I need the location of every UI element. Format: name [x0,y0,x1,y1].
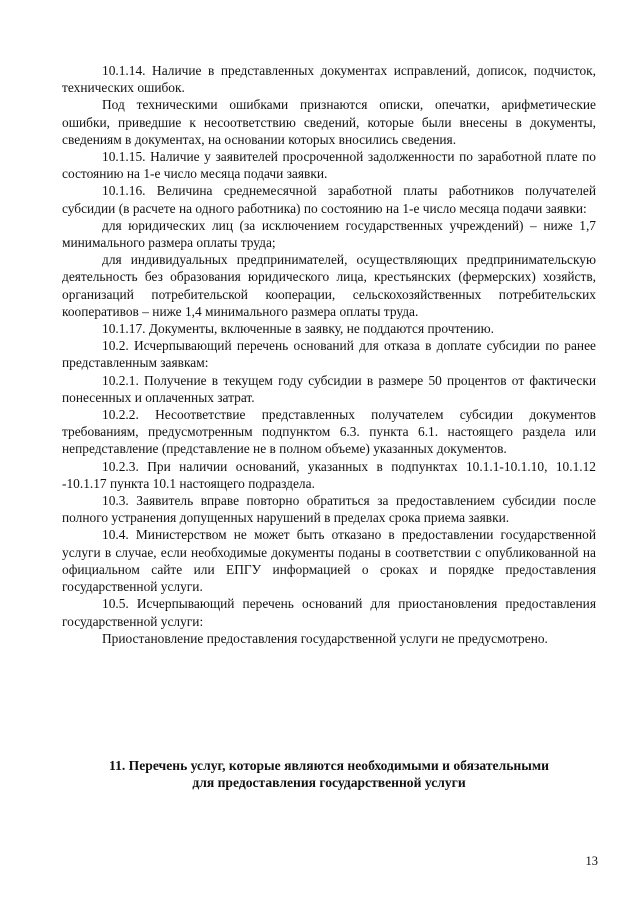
section-heading-line2: для предоставления государственной услуги [192,775,466,791]
paragraph-suspension: Приостановление предоставления государственной услуги не предусмотрено. [102,630,548,646]
page-number: 13 [585,854,598,868]
paragraph-10-2-1: 10.2.1. Получение в текущем году субсидии в размере 50 процентов от фактически понесенных и оплаченных затрат. [62,372,596,405]
document-body [62,62,596,647]
paragraph-10-1-16: 10.1.16. Величина среднемесячной заработной платы работников получателей субсидии (в расчете на одного работника) по состоянию на 1-е число месяца подачи заявки: [62,183,596,216]
section-heading [62,757,596,791]
paragraph-10-3: 10.3. Заявитель вправе повторно обратиться за предоставлением субсидии после полного устранения допущенных нарушений в пределах срока приема заявки. [62,493,596,526]
paragraph-10-2: 10.2. Исчерпывающий перечень оснований для отказа в доплате субсидии по ранее представленным заявкам: [62,338,596,371]
section-heading-line1: 11. Перечень услуг, которые являются необходимыми и обязательными [109,758,549,773]
paragraph-10-1-14: 10.1.14. Наличие в представленных документах исправлений, дописок, подчисток, технических ошибок. [62,63,596,96]
paragraph-10-2-2: 10.2.2. Несоответствие представленных получателем субсидии документов требованиям, предусмотренным подпунктом 6.3. пункта 6.1. настоящего раздела или непредставление (представление не в полном объеме) указанных документов. [62,407,596,457]
paragraph-technical-errors: Под техническими ошибками признаются описки, опечатки, арифметические ошибки, приведшие к несоответствию сведений, которые были внесены в документы, сведениям в документах, на основании которых вносились сведения. [62,97,596,147]
paragraph-legal-entities: для юридических лиц (за исключением государственных учреждений) – ниже 1,7 минимального размера оплаты труда; [62,217,596,251]
paragraph-10-1-17: 10.1.17. Документы, включенные в заявку, не поддаются прочтению. [102,321,494,337]
paragraph-individual-entrepreneurs: для индивидуальных предпринимателей, осуществляющих предпринимательскую деятельность без образования юридического лица, крестьянских (фермерских) хозяйств, организаций потребительской кооперации, сельскохозяйственных потребительских кооперативов – ниже 1,4 минимального размера оплаты труда. [62,252,596,319]
paragraph-10-2-3: 10.2.3. При наличии оснований, указанных в подпунктах 10.1.1-10.1.10, 10.1.12 -10.1.17 пункта 10.1 настоящего подраздела. [62,458,596,491]
paragraph-10-4: 10.4. Министерством не может быть отказано в предоставлении государственной услуги в случае, если необходимые документы поданы в соответствии с опубликованной на официальном сайте или ЕПГУ информацией о сроках и порядке предоставления государственной услуги. [62,527,596,595]
paragraph-10-5: 10.5. Исчерпывающий перечень оснований для приостановления предоставления государственной услуги: [62,596,596,629]
paragraph-10-1-15: 10.1.15. Наличие у заявителей просроченной задолженности по заработной плате по состоянию на 1-е число месяца подачи заявки. [62,149,596,182]
